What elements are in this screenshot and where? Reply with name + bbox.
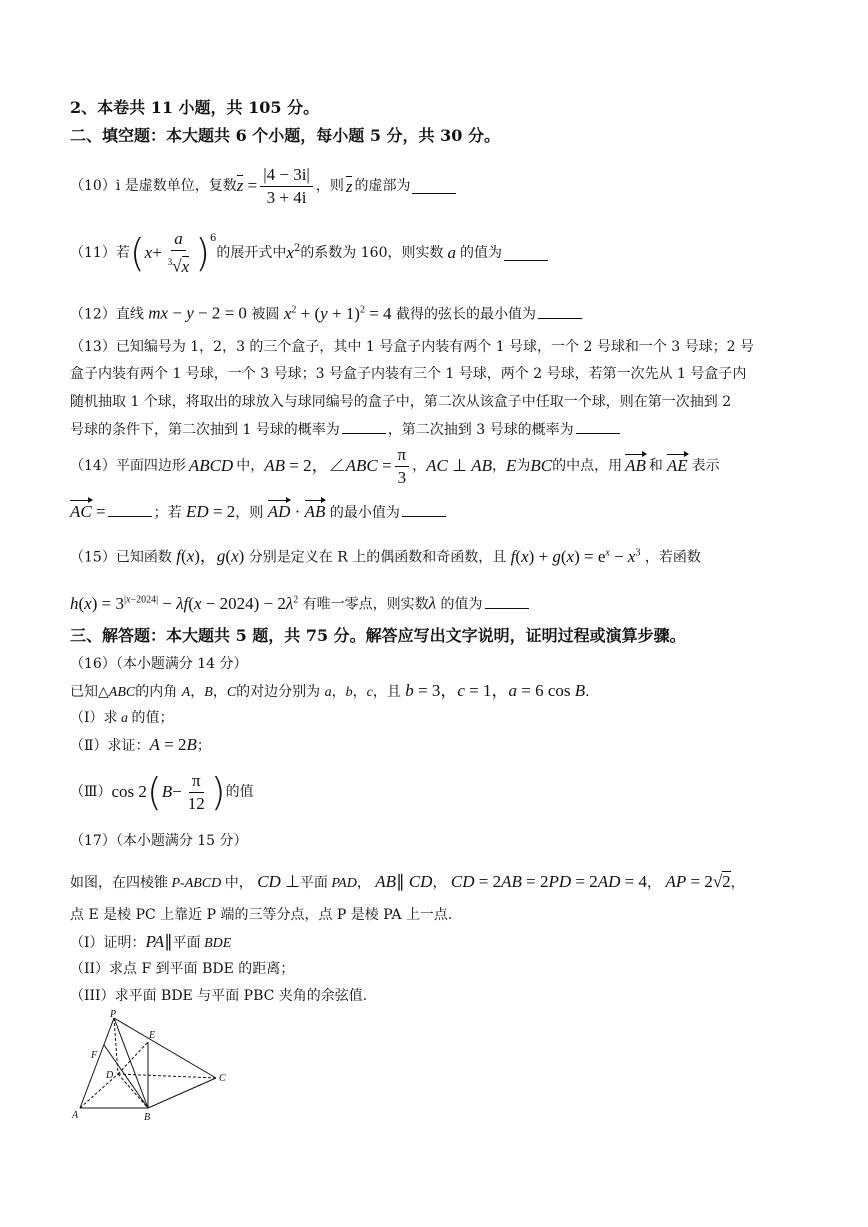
question-15-line-1: （15）已知函数 f(x)，g(x) 分别是定义在 R 上的偶函数和奇函数，且 $f(x) + g(x) = e^x - x^3$ ，若函数	[70, 546, 701, 566]
figure-label-e: E	[149, 1030, 156, 1041]
figure-label-f: F	[91, 1050, 98, 1061]
question-17-part-2: （II）求点 F 到平面 BDE 的距离；	[70, 961, 295, 977]
answer-blank[interactable]	[576, 419, 620, 434]
figure-label-d: D	[106, 1070, 114, 1081]
figure-label-b: B	[144, 1112, 151, 1123]
answer-blank[interactable]	[538, 304, 582, 319]
question-14-line-1: （14）平面四边形 ABCD 中， AB = 2，∠ABC = $\frac{\pi}{3}$ ， AC ⊥ AB ， E 为 BC 的中点，用 AB 和 AE 表示	[70, 444, 720, 487]
question-13-line-1: （13）已知编号为 1，2，3 的三个盒子，其中 1 号盒子内装有两个 1 号球，一个 2 号球和一个 3 号球；2 号	[70, 339, 755, 355]
pyramid-figure	[68, 1008, 268, 1128]
question-14-line-2: AC = ；若 ED = 2，则 AD · AB 的最小值为	[70, 502, 448, 523]
answer-blank[interactable]	[402, 502, 446, 517]
figure-label-p: P	[110, 1009, 117, 1020]
question-16-header: （16）（本小题满分 14 分）	[70, 656, 248, 672]
question-13-line-3: 随机抽取 1 个球，将取出的球放入与球同编号的盒子中，第二次从该盒子中任取一个球，则在第一次抽到 2	[70, 394, 732, 410]
question-17-stem-2: 点 E 是棱 PC 上靠近 P 端的三等分点，点 P 是棱 PA 上一点.	[70, 907, 453, 923]
question-10: （10）i 是虚数单位，复数 z = $\frac{|4 - 3i|}{3 + 4i}$ ，则 z 的虚部为	[70, 160, 458, 212]
question-11: （11）若 ( x + $\frac{a}{^3√x}$ ) $^6$ 的展开式中 x $^2$ 的系数为 160，则实数 a 的值为	[70, 225, 550, 281]
question-17-stem-1: 如图，在四棱锥 P-ABCD 中， CD ⊥平面 PAD， AB∥ CD， CD = 2AB = 2PD = 2AD = 4， AP = 2√2，	[70, 872, 745, 891]
question-16-part-2: （Ⅱ）求证：A = 2B；	[70, 735, 211, 754]
question-16-part-1: （Ⅰ）求 a 的值；	[70, 710, 174, 726]
question-15-line-2: $h(x) = 3^{|x-2024|} - \lambda f(x - 2024) - 2\lambda^2$ 有唯一零点，则实数λ 的值为	[70, 590, 531, 615]
question-13-line-4: 号球的条件下，第二次抽到 1 号球的概率为 ，第二次抽到 3 号球的概率为	[70, 419, 622, 440]
question-16-stem: 已知△ABC的内角 A，B，C的对边分别为 a，b，c，且 b = 3，c = 1，a = 6 cos B.	[70, 681, 590, 700]
figure-label-a: A	[72, 1110, 79, 1121]
answer-blank[interactable]	[504, 246, 548, 261]
figure-label-c: C	[219, 1073, 226, 1084]
section-fill-blank-title: 二、填空题：本大题共 6 个小题，每小题 5 分，共 30 分。	[70, 126, 500, 145]
question-17-header: （17）（本小题满分 15 分）	[70, 833, 248, 849]
answer-blank[interactable]	[485, 594, 529, 609]
answer-blank[interactable]	[412, 179, 456, 194]
answer-blank[interactable]	[342, 419, 386, 434]
question-17-part-1: （I）证明：PA∥平面 BDE	[70, 932, 232, 951]
question-16-part-3: （Ⅲ） cos 2 ( B − $\frac{\pi}{12}$ ) 的值	[70, 770, 254, 814]
question-12: （12）直线 mx − y − 2 = 0 被圆 $x^2 + (y + 1)^2 = 4$ 截得的弦长的最小值为	[70, 300, 584, 325]
answer-blank[interactable]	[108, 502, 152, 517]
question-17-part-3: （III）求平面 BDE 与平面 PBC 夹角的余弦值.	[70, 988, 368, 1004]
section-solve-title: 三、解答题：本大题共 5 题，共 75 分。解答应写出文字说明，证明过程或演算步骤。	[70, 626, 686, 645]
exam-note: 2、本卷共 11 小题，共 105 分。	[70, 98, 320, 117]
question-13-line-2: 盒子内装有两个 1 号球，一个 3 号球；3 号盒子内装有三个 1 号球，两个 2 号球，若第一次先从 1 号盒子内	[70, 366, 747, 382]
